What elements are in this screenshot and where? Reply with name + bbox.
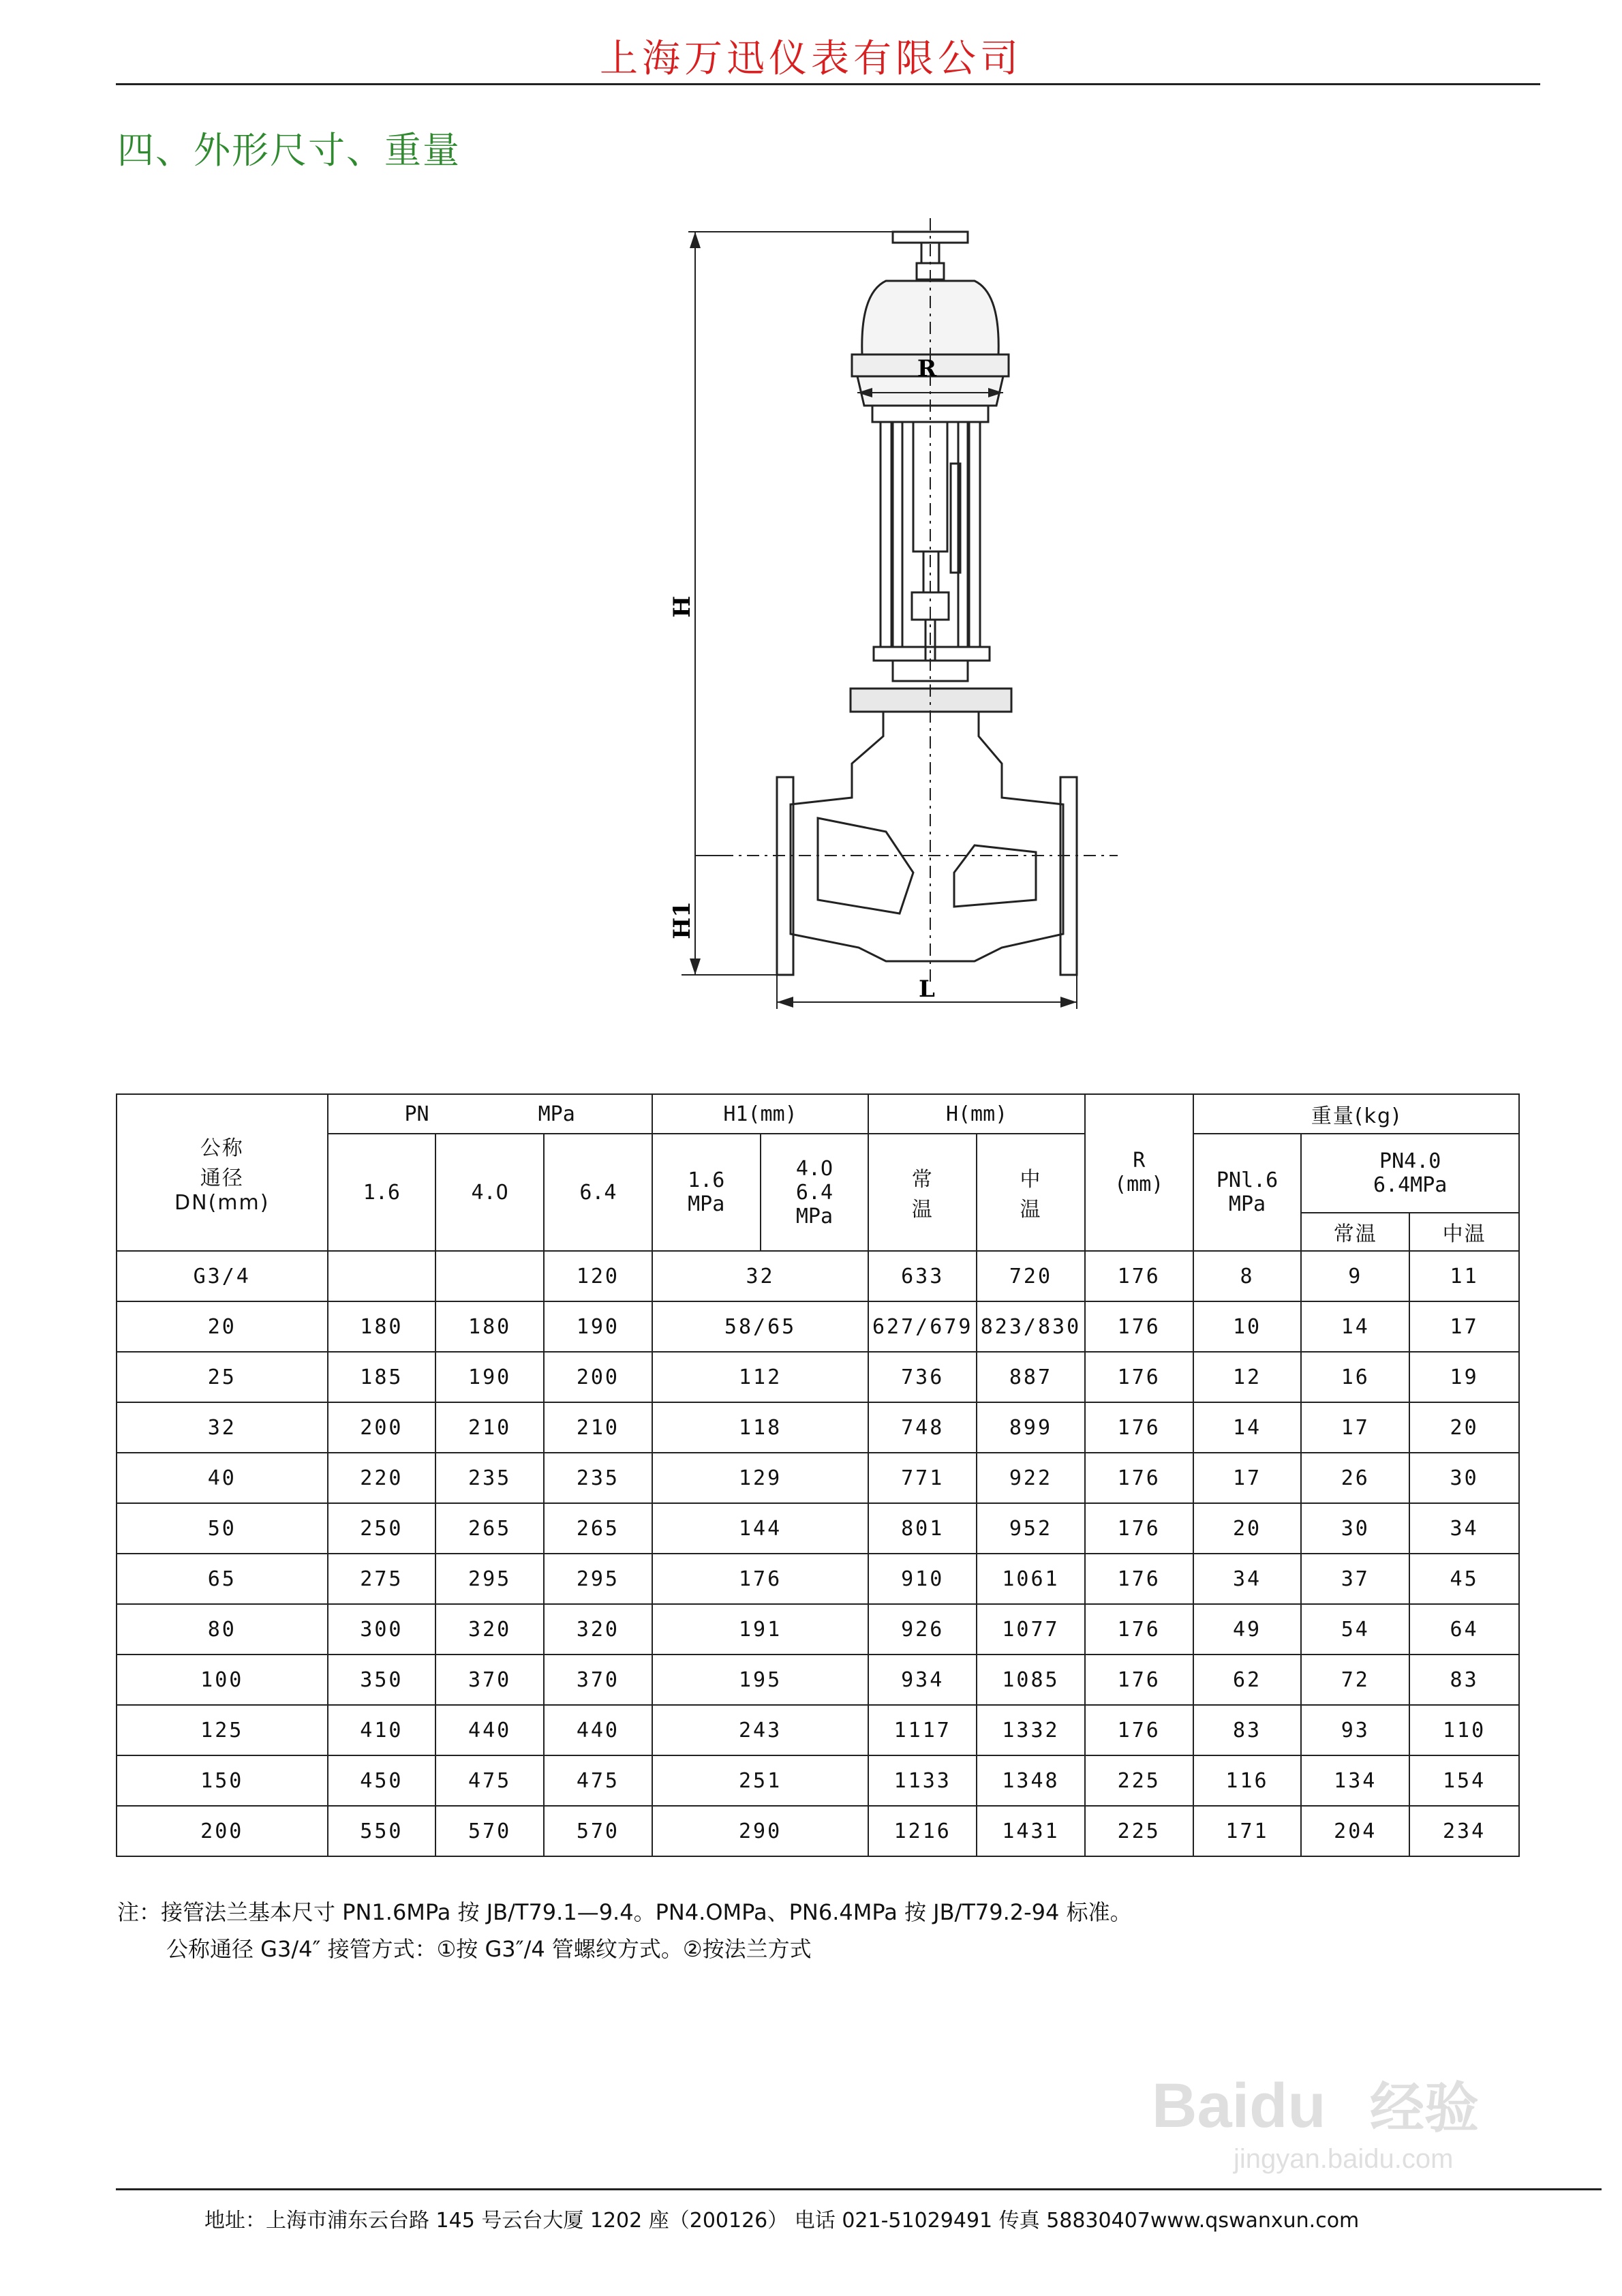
table-cell: 64 <box>1409 1604 1519 1655</box>
table-cell: 748 <box>868 1402 977 1453</box>
table-cell: 952 <box>977 1503 1085 1554</box>
table-cell: 320 <box>435 1604 544 1655</box>
table-cell: 25 <box>117 1352 328 1402</box>
header-weight: 重量(kg) <box>1193 1094 1519 1134</box>
table-cell: 190 <box>435 1352 544 1402</box>
header-pn-16: 1.6 <box>328 1134 436 1251</box>
table-cell: 176 <box>1085 1352 1193 1402</box>
table-cell: 922 <box>977 1453 1085 1503</box>
table-cell: 771 <box>868 1453 977 1503</box>
table-cell: 1133 <box>868 1755 977 1806</box>
header-h-normal: 常 温 <box>868 1134 977 1251</box>
table-row <box>117 1604 1519 1655</box>
table-cell: 150 <box>117 1755 328 1806</box>
header-h1: H1(mm) <box>652 1094 869 1134</box>
table-cell: 570 <box>544 1806 652 1856</box>
table-cell: 736 <box>868 1352 977 1402</box>
table-row <box>117 1806 1519 1856</box>
table-cell: 14 <box>1193 1402 1302 1453</box>
table-cell: 1348 <box>977 1755 1085 1806</box>
table-cell: 176 <box>1085 1554 1193 1604</box>
table-cell: 20 <box>1409 1402 1519 1453</box>
table-cell: 370 <box>544 1655 652 1705</box>
section-title: 四、外形尺寸、重量 <box>117 129 461 172</box>
header-h: H(mm) <box>868 1094 1085 1134</box>
table-cell: 176 <box>1085 1251 1193 1301</box>
table-cell: 45 <box>1409 1554 1519 1604</box>
table-cell: 910 <box>868 1554 977 1604</box>
table-cell: G3/4 <box>117 1251 328 1301</box>
label-r: R <box>917 355 937 382</box>
table-cell: 265 <box>435 1503 544 1554</box>
table-cell: 225 <box>1085 1755 1193 1806</box>
header-h-mid: 中 温 <box>977 1134 1085 1251</box>
table-cell: 823/830 <box>977 1301 1085 1352</box>
table-cell: 200 <box>328 1402 436 1453</box>
table-cell: 475 <box>544 1755 652 1806</box>
table-cell: 34 <box>1193 1554 1302 1604</box>
table-cell: 83 <box>1193 1705 1302 1755</box>
table-cell: 220 <box>328 1453 436 1503</box>
table-cell: 8 <box>1193 1251 1302 1301</box>
table-cell: 62 <box>1193 1655 1302 1705</box>
table-cell: 19 <box>1409 1352 1519 1402</box>
table-cell: 1061 <box>977 1554 1085 1604</box>
table-cell: 176 <box>1085 1402 1193 1453</box>
table-cell: 180 <box>328 1301 436 1352</box>
table-cell: 11 <box>1409 1251 1519 1301</box>
table-cell: 265 <box>544 1503 652 1554</box>
table-cell: 93 <box>1301 1705 1409 1755</box>
svg-text:jingyan.baidu.com: jingyan.baidu.com <box>1234 2144 1454 2174</box>
table-cell: 320 <box>544 1604 652 1655</box>
table-cell: 720 <box>977 1251 1085 1301</box>
table-cell: 899 <box>977 1402 1085 1453</box>
table-cell: 180 <box>435 1301 544 1352</box>
table-cell: 10 <box>1193 1301 1302 1352</box>
table-cell: 295 <box>544 1554 652 1604</box>
table-cell: 176 <box>1085 1301 1193 1352</box>
table-row <box>117 1554 1519 1604</box>
header-r: R (mm) <box>1085 1094 1193 1251</box>
table-cell: 370 <box>435 1655 544 1705</box>
table-cell: 176 <box>1085 1503 1193 1554</box>
table-cell: 410 <box>328 1705 436 1755</box>
svg-text:经验: 经验 <box>1370 2076 1479 2140</box>
table-cell: 176 <box>652 1554 869 1604</box>
table-cell: 26 <box>1301 1453 1409 1503</box>
table-cell: 32 <box>652 1251 869 1301</box>
table-cell: 440 <box>544 1705 652 1755</box>
table-cell: 12 <box>1193 1352 1302 1402</box>
table-cell: 1332 <box>977 1705 1085 1755</box>
bonnet-plate <box>874 647 990 661</box>
header-dn: 公称 通径 DN(mm) <box>117 1094 328 1251</box>
table-cell: 200 <box>117 1806 328 1856</box>
table-cell: 185 <box>328 1352 436 1402</box>
valve-drawing <box>669 218 1172 1036</box>
table-cell: 116 <box>1193 1755 1302 1806</box>
table-row <box>117 1503 1519 1554</box>
table-cell: 125 <box>117 1705 328 1755</box>
table-cell: 65 <box>117 1554 328 1604</box>
table-cell: 300 <box>328 1604 436 1655</box>
table-row <box>117 1301 1519 1352</box>
table-cell: 49 <box>1193 1604 1302 1655</box>
table-cell: 204 <box>1301 1806 1409 1856</box>
spec-table <box>116 1093 1520 1857</box>
table-cell: 80 <box>117 1604 328 1655</box>
table-cell: 210 <box>544 1402 652 1453</box>
table-cell: 234 <box>1409 1806 1519 1856</box>
table-cell: 144 <box>652 1503 869 1554</box>
table-cell: 30 <box>1301 1503 1409 1554</box>
header-w-pn4064: PN4.0 6.4MPa <box>1301 1134 1519 1213</box>
footer-divider <box>116 2188 1602 2190</box>
header-w-normal: 常温 <box>1301 1213 1409 1251</box>
table-cell: 30 <box>1409 1453 1519 1503</box>
table-cell: 16 <box>1301 1352 1409 1402</box>
table-cell: 295 <box>435 1554 544 1604</box>
table-cell: 235 <box>435 1453 544 1503</box>
label-l: L <box>919 976 935 1003</box>
table-row <box>117 1352 1519 1402</box>
table-cell: 251 <box>652 1755 869 1806</box>
table-cell: 250 <box>328 1503 436 1554</box>
header-pn-40: 4.O <box>435 1134 544 1251</box>
table-row <box>117 1251 1519 1301</box>
table-cell: 550 <box>328 1806 436 1856</box>
table-cell: 83 <box>1409 1655 1519 1705</box>
table-cell: 100 <box>117 1655 328 1705</box>
note-line-2: 公称通径 G3/4″ 接管方式：①按 G3″/4 管螺纹方式。②按法兰方式 <box>166 1936 812 1962</box>
table-cell: 801 <box>868 1503 977 1554</box>
table-cell: 14 <box>1301 1301 1409 1352</box>
table-cell: 475 <box>435 1755 544 1806</box>
table-cell: 40 <box>117 1453 328 1503</box>
table-cell: 1085 <box>977 1655 1085 1705</box>
table-cell: 440 <box>435 1705 544 1755</box>
table-cell: 1216 <box>868 1806 977 1856</box>
table-row <box>117 1453 1519 1503</box>
table-cell: 926 <box>868 1604 977 1655</box>
table-cell: 9 <box>1301 1251 1409 1301</box>
header-h1-16: 1.6 MPa <box>652 1134 761 1251</box>
table-cell: 134 <box>1301 1755 1409 1806</box>
table-cell: 120 <box>544 1251 652 1301</box>
table-cell: 34 <box>1409 1503 1519 1554</box>
table-cell: 17 <box>1301 1402 1409 1453</box>
header-w-mid: 中温 <box>1409 1213 1519 1251</box>
svg-text:Baidu: Baidu <box>1152 2071 1326 2141</box>
header-h1-4064: 4.O 6.4 MPa <box>761 1134 869 1251</box>
table-cell <box>435 1251 544 1301</box>
table-cell: 171 <box>1193 1806 1302 1856</box>
table-cell <box>328 1251 436 1301</box>
table-cell: 225 <box>1085 1806 1193 1856</box>
header-pn: PN MPa <box>328 1094 652 1134</box>
header-divider <box>116 83 1540 85</box>
table-cell: 887 <box>977 1352 1085 1402</box>
table-cell: 1431 <box>977 1806 1085 1856</box>
yoke-right <box>969 422 980 647</box>
table-cell: 210 <box>435 1402 544 1453</box>
table-cell: 934 <box>868 1655 977 1705</box>
table-cell: 450 <box>328 1755 436 1806</box>
table-row <box>117 1402 1519 1453</box>
table-cell: 20 <box>117 1301 328 1352</box>
table-cell: 58/65 <box>652 1301 869 1352</box>
table-cell: 570 <box>435 1806 544 1856</box>
table-cell: 1117 <box>868 1705 977 1755</box>
table-cell: 72 <box>1301 1655 1409 1705</box>
table-cell: 110 <box>1409 1705 1519 1755</box>
table-row <box>117 1655 1519 1705</box>
actuator-cover <box>862 281 998 354</box>
table-cell: 235 <box>544 1453 652 1503</box>
table-row <box>117 1705 1519 1755</box>
yoke-left <box>881 422 891 647</box>
table-cell: 243 <box>652 1705 869 1755</box>
table-cell: 129 <box>652 1453 869 1503</box>
table-cell: 191 <box>652 1604 869 1655</box>
table-cell: 176 <box>1085 1453 1193 1503</box>
footer-address: 地址：上海市浦东云台路 145 号云台大厦 1202 座（200126） 电话 021-51029491 传真 58830407www.qswanxun.com <box>204 2209 1360 2233</box>
table-cell: 176 <box>1085 1705 1193 1755</box>
header-w-pn16: PNl.6 MPa <box>1193 1134 1302 1251</box>
table-cell: 176 <box>1085 1604 1193 1655</box>
table-cell: 200 <box>544 1352 652 1402</box>
notes <box>117 1894 1132 1967</box>
table-cell: 627/679 <box>868 1301 977 1352</box>
table-cell: 32 <box>117 1402 328 1453</box>
table-cell: 350 <box>328 1655 436 1705</box>
table-cell: 633 <box>868 1251 977 1301</box>
table-cell: 118 <box>652 1402 869 1453</box>
baidu-jingyan-watermark <box>1145 2059 1527 2175</box>
table-cell: 54 <box>1301 1604 1409 1655</box>
table-cell: 112 <box>652 1352 869 1402</box>
table-cell: 190 <box>544 1301 652 1352</box>
table-cell: 1077 <box>977 1604 1085 1655</box>
header-pn-64: 6.4 <box>544 1134 652 1251</box>
label-h1: H1 <box>669 901 696 939</box>
table-cell: 195 <box>652 1655 869 1705</box>
table-cell: 20 <box>1193 1503 1302 1554</box>
note-line-1: 注：接管法兰基本尺寸 PN1.6MPa 按 JB/T79.1—9.4。PN4.OMPa、PN6.4MPa 按 JB/T79.2-94 标准。 <box>117 1899 1132 1925</box>
table-row <box>117 1755 1519 1806</box>
table-cell: 17 <box>1193 1453 1302 1503</box>
table-cell: 275 <box>328 1554 436 1604</box>
table-cell: 176 <box>1085 1655 1193 1705</box>
company-name: 上海万迅仪表有限公司 <box>600 37 1022 81</box>
valve-body <box>791 712 1063 961</box>
table-cell: 37 <box>1301 1554 1409 1604</box>
table-cell: 290 <box>652 1806 869 1856</box>
table-cell: 17 <box>1409 1301 1519 1352</box>
table-cell: 50 <box>117 1503 328 1554</box>
table-cell: 154 <box>1409 1755 1519 1806</box>
label-h: H <box>669 595 696 618</box>
